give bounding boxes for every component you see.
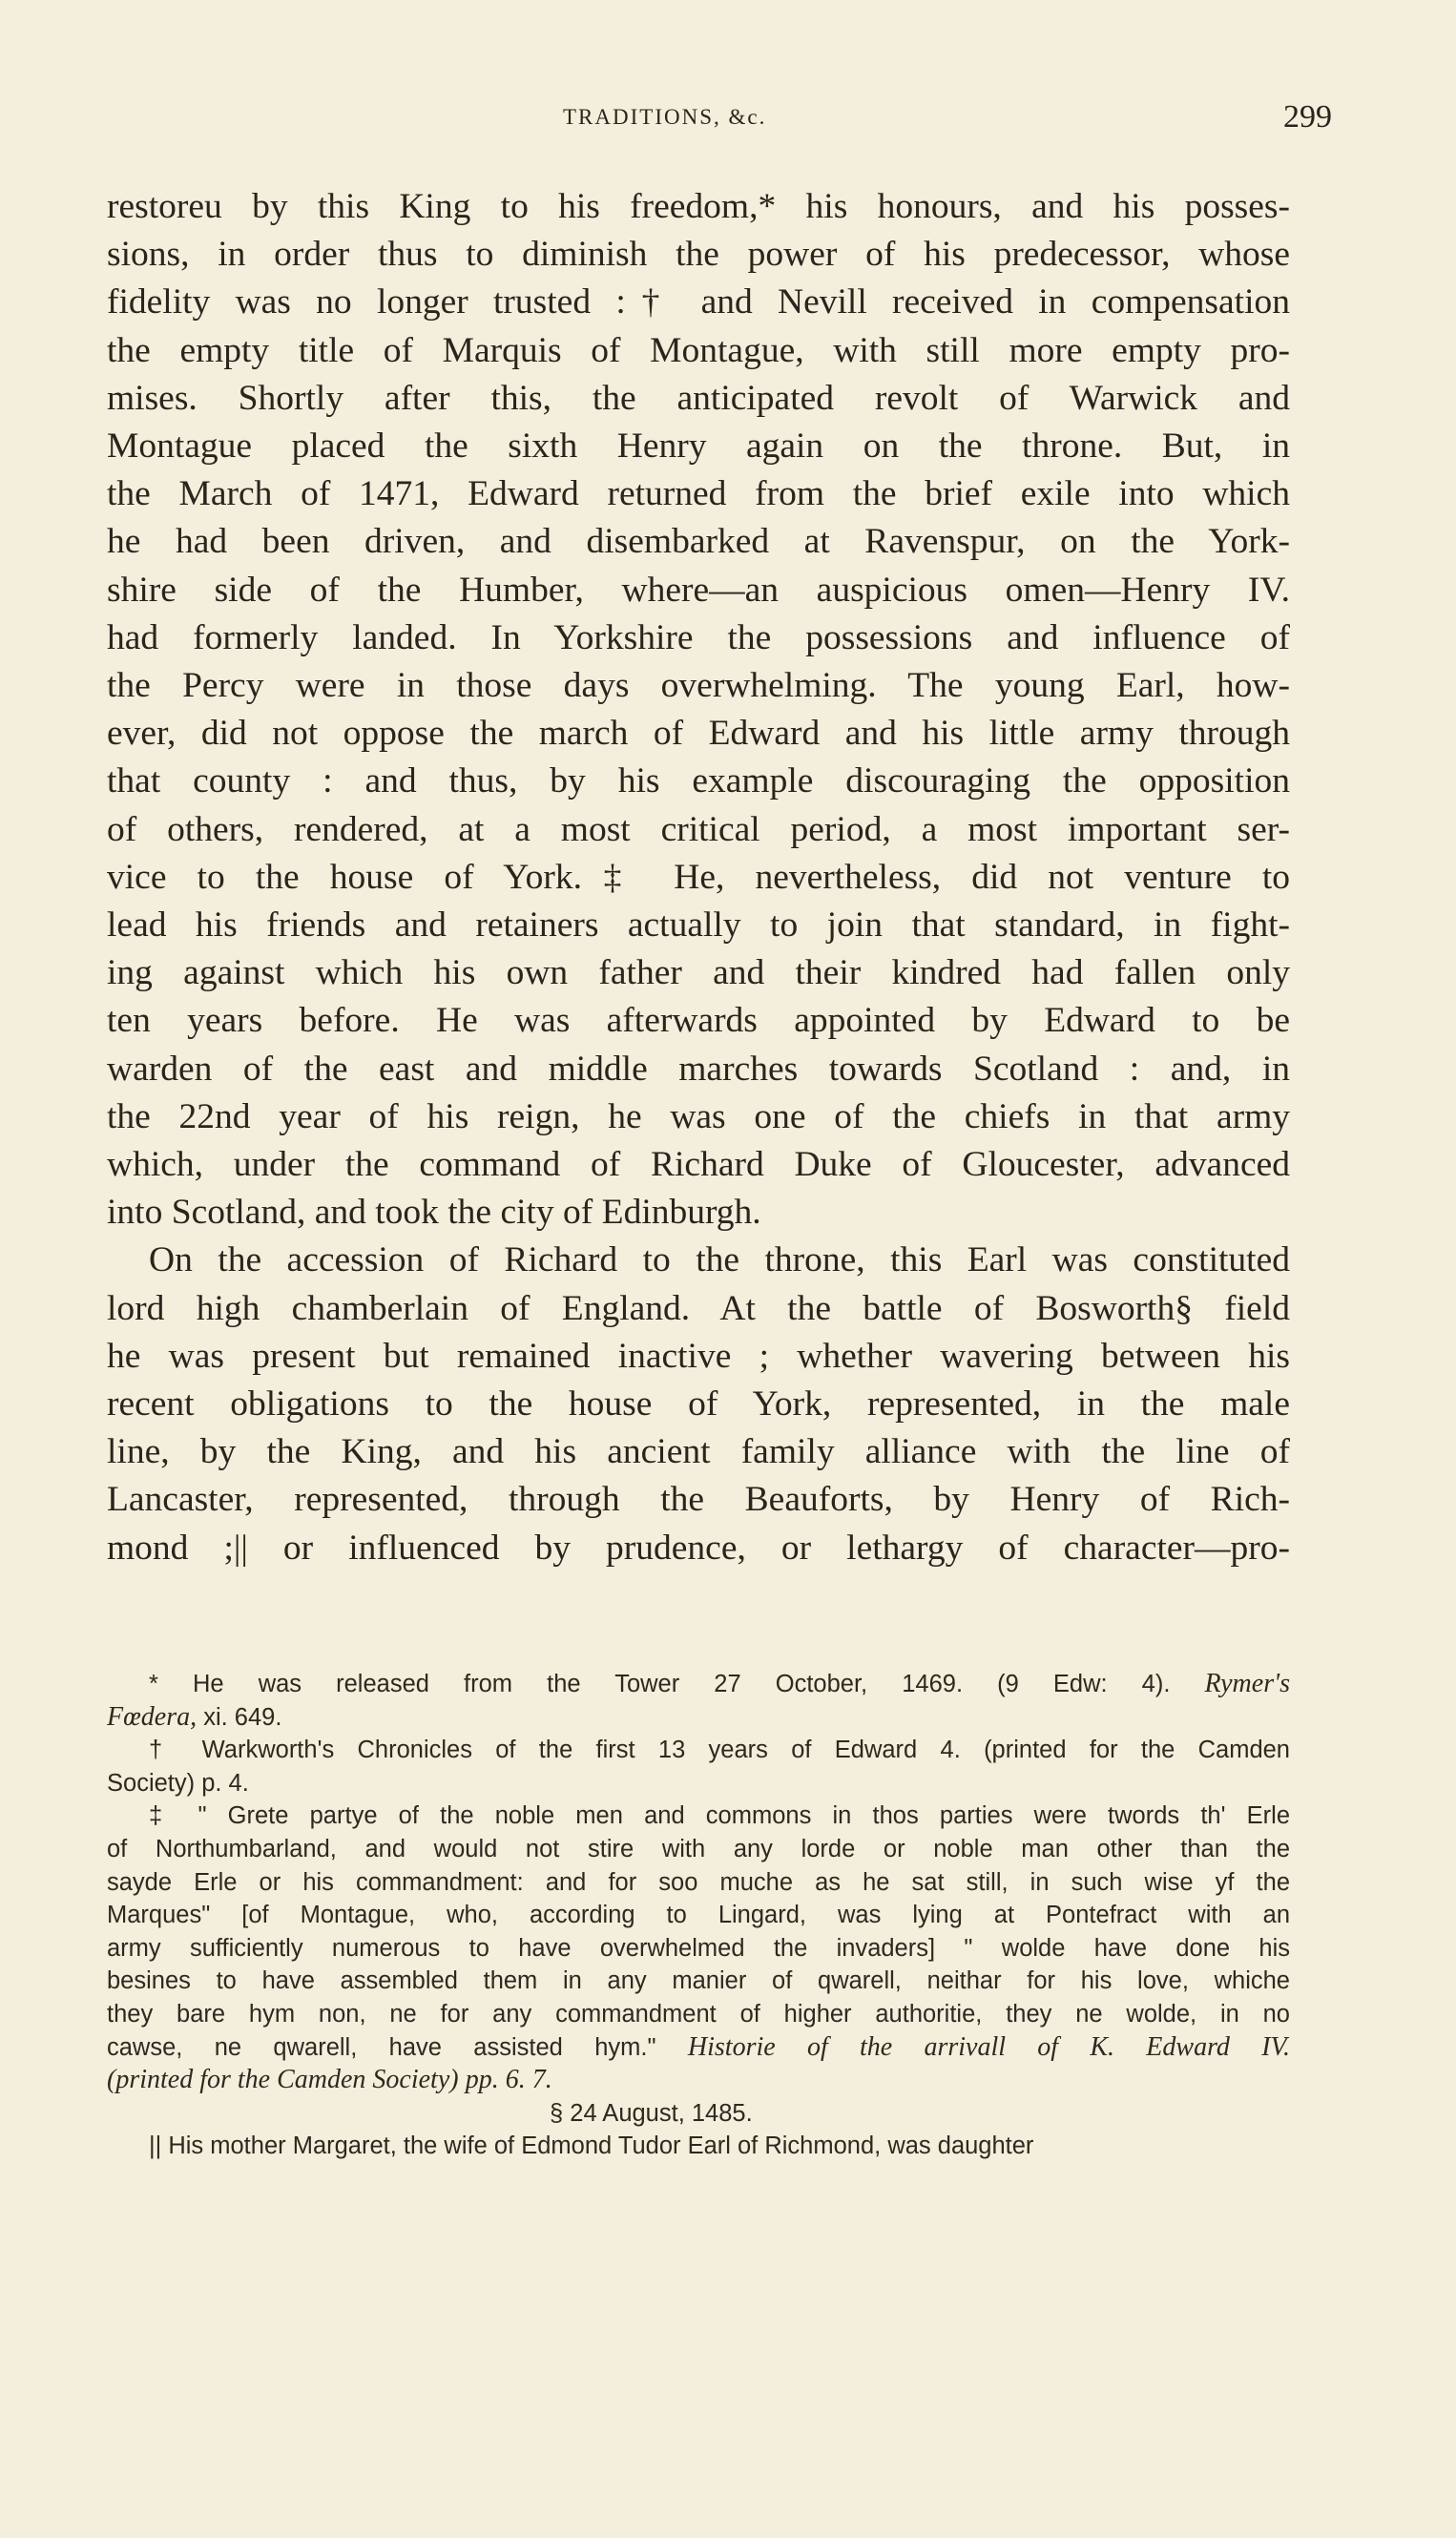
text-line: warden of the east and middle marches towards Scotland : and, in [107, 1049, 1290, 1089]
text-line: ten years before. He was afterwards appointed by Edward to be [107, 1001, 1290, 1041]
footnote-1-text: * He was released from the Tower 27 October, 1469. (9 Edw: 4). [149, 1671, 1171, 1697]
paragraph-start-line: On the accession of Richard to the throne, this Earl was constituted [149, 1240, 1290, 1280]
footnote-3-line: Marques" [of Montague, who, according to Lingard, was lying at Pontefract with an [107, 1902, 1290, 1929]
text-line: ever, did not oppose the march of Edward and his little army through [107, 714, 1290, 754]
text-line: line, by the King, and his ancient family alliance with the line of [107, 1432, 1290, 1472]
text-line: mond ;|| or influenced by prudence, or lethargy of character—pro- [107, 1528, 1290, 1568]
footnote-2-cont: Society) p. 4. [107, 1769, 249, 1797]
text-line: he was present but remained inactive ; whether wavering between his [107, 1336, 1290, 1376]
footnote-3-line: army sufficiently numerous to have overwhelmed the invaders] " wolde have done his [107, 1934, 1290, 1962]
text-line: the 22nd year of his reign, he was one of the chiefs in that army [107, 1096, 1290, 1136]
page-header [563, 99, 1332, 137]
footnote-3-line: of Northumbarland, and would not stire with any lorde or noble man other than the [107, 1835, 1290, 1862]
footnotes [107, 1668, 1290, 2163]
footnote-1-ref: xi. 649. [203, 1703, 282, 1731]
running-head: TRADITIONS, &c. [563, 105, 767, 129]
text-line: restoreu by this King to his freedom,* his honours, and his posses- [107, 187, 1290, 226]
text-line: lead his friends and retainers actually to join that standard, in fight- [107, 905, 1290, 946]
footnote-5: || His mother Margaret, the wife of Edmond Tudor Earl of Richmond, was daughter [149, 2132, 1034, 2160]
text-line: shire side of the Humber, where—an auspicious omen—Henry IV. [107, 570, 1290, 610]
text-line: ing against which his own father and their kindred had fallen only [107, 953, 1290, 993]
text-line: he had been driven, and disembarked at Ravenspur, on the York- [107, 522, 1290, 562]
text-line: had formerly landed. In Yorkshire the possessions and influence of [107, 617, 1290, 657]
footnote-3-line: they bare hym non, ne for any commandment of higher authoritie, they ne wolde, in no [107, 2000, 1290, 2028]
footnote-3-source-cont: (printed for the Camden Society) [107, 2065, 459, 2095]
text-line: the empty title of Marquis of Montague, with still more empty pro- [107, 330, 1290, 370]
text-line: the Percy were in those days overwhelming. The young Earl, how- [107, 666, 1290, 706]
text-line: recent obligations to the house of York, represented, in the male [107, 1384, 1290, 1425]
text-line: mises. Shortly after this, the anticipated revolt of Warwick and [107, 378, 1290, 418]
text-line: the March of 1471, Edward returned from the brief exile into which [107, 474, 1290, 514]
footnote-3-pages: pp. 6. 7. [465, 2065, 552, 2095]
footnote-3-text: cawse, ne qwarell, have assisted hym." [107, 2033, 656, 2061]
text-line: sions, in order thus to diminish the power of his predecessor, whose [107, 235, 1290, 275]
text-line: fidelity was no longer trusted :† and Nevill received in compensation [107, 282, 1290, 322]
footnote-1-source: Rymer's [1204, 1669, 1290, 1698]
footnote-1 [107, 1668, 1290, 1701]
text-line: Lancaster, represented, through the Beauforts, by Henry of Rich- [107, 1480, 1290, 1520]
footnote-3-line [107, 2064, 1290, 2097]
footnote-4: § 24 August, 1485. [550, 2099, 753, 2127]
text-line: vice to the house of York.‡ He, nevertheless, did not venture to [107, 857, 1290, 897]
footnote-3-line: sayde Erle or his commandment: and for soo muche as he sat still, in such wise yf the [107, 1868, 1290, 1896]
main-text [107, 183, 1290, 1572]
text-line: lord high chamberlain of England. At the battle of Bosworth§ field [107, 1288, 1290, 1328]
footnote-2: † Warkworth's Chronicles of the first 13 years of Edward 4. (printed for the Camden [149, 1737, 1290, 1764]
footnote-3-line [107, 2031, 1290, 2065]
footnote-1-source-title: Fœdera, [107, 1701, 198, 1732]
text-line: of others, rendered, at a most critical period, a most important ser- [107, 809, 1290, 849]
text-line: Montague placed the sixth Henry again on the throne. But, in [107, 426, 1290, 467]
page-number: 299 [1283, 99, 1332, 135]
footnote-3-source: Historie of the arrivall of K. Edward IV. [687, 2031, 1291, 2062]
text-line: which, under the command of Richard Duke of Gloucester, advanced [107, 1145, 1290, 1185]
text-line: into Scotland, and took the city of Edinburgh. [107, 1193, 761, 1233]
footnote-3: ‡ " Grete partye of the noble men and commons in thos parties were twords th' Erle [149, 1802, 1290, 1830]
footnote-3-line: besines to have assembled them in any manier of qwarell, neithar for his love, whiche [107, 1967, 1290, 1995]
text-line: that county : and thus, by his example discouraging the opposition [107, 761, 1290, 801]
footnote-1-cont [107, 1701, 1290, 1735]
